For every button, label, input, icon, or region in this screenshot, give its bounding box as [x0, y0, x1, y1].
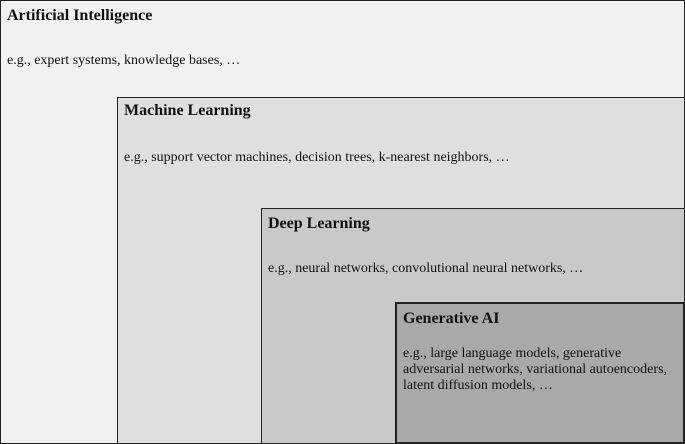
- artificial-intelligence-examples: e.g., expert systems, knowledge bases, …: [7, 53, 241, 68]
- machine-learning-examples: e.g., support vector machines, decision trees, k-nearest neighbors, …: [124, 150, 510, 165]
- deep-learning-examples: e.g., neural networks, convolutional neural networks, …: [268, 261, 584, 276]
- artificial-intelligence-title: Artificial Intelligence: [7, 7, 153, 24]
- deep-learning-title: Deep Learning: [268, 215, 370, 232]
- generative-ai-examples: e.g., large language models, generative adversarial networks, variational autoencoders, latent diffusion models, …: [403, 346, 667, 393]
- generative-ai-box: [395, 302, 685, 444]
- generative-ai-title: Generative AI: [403, 310, 500, 327]
- machine-learning-title: Machine Learning: [124, 102, 251, 119]
